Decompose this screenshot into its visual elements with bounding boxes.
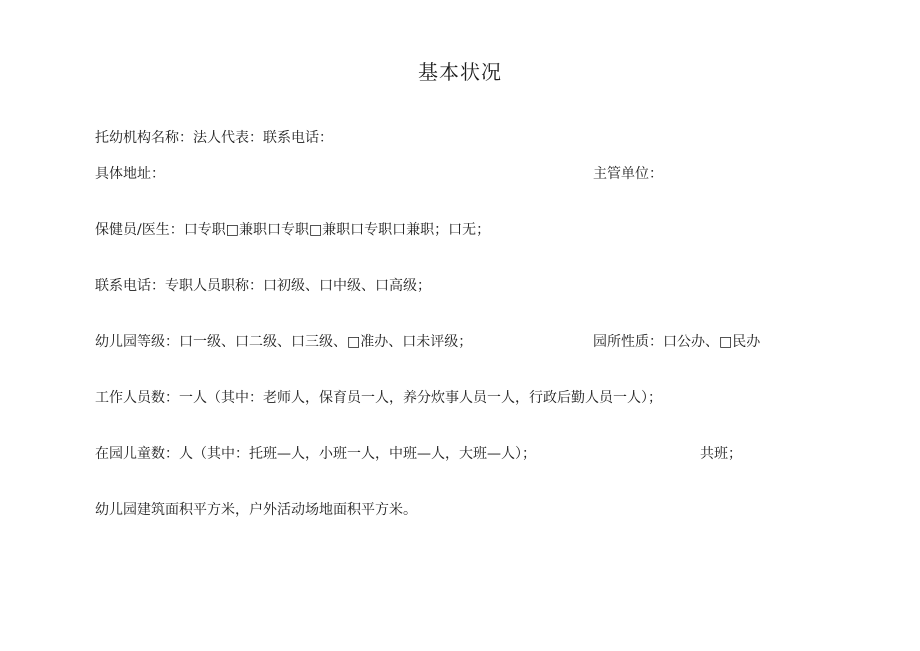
staff-count-line: 工作人员数：一人（其中：老师人，保育员一人，养分炊事人员一人，行政后勤人员一人）； [95, 390, 662, 406]
kindergarten-grade-line: 幼儿园等级：口一级、口二级、口三级、□准办、口未评级； [95, 334, 473, 350]
address-line: 具体地址： [95, 166, 165, 182]
health-staff-line: 保健员/医生：口专职□兼职口专职□兼职口专职口兼职；口无； [95, 222, 491, 238]
class-count-line: 共班； [700, 446, 742, 462]
institution-nature-line: 园所性质：口公办、□民办 [593, 334, 761, 350]
contact-title-line: 联系电话：专职人员职称：口初级、口中级、口高级； [95, 278, 431, 294]
page-title: 基本状况 [418, 60, 502, 84]
children-count-line: 在园儿童数：人（其中：托班—人，小班一人，中班—人，大班—人）； [95, 446, 536, 462]
supervisor-line: 主管单位： [593, 166, 663, 182]
org-info-line: 托幼机构名称：法人代表：联系电话： [95, 130, 333, 146]
area-line: 幼儿园建筑面积平方米，户外活动场地面积平方米。 [95, 502, 417, 518]
